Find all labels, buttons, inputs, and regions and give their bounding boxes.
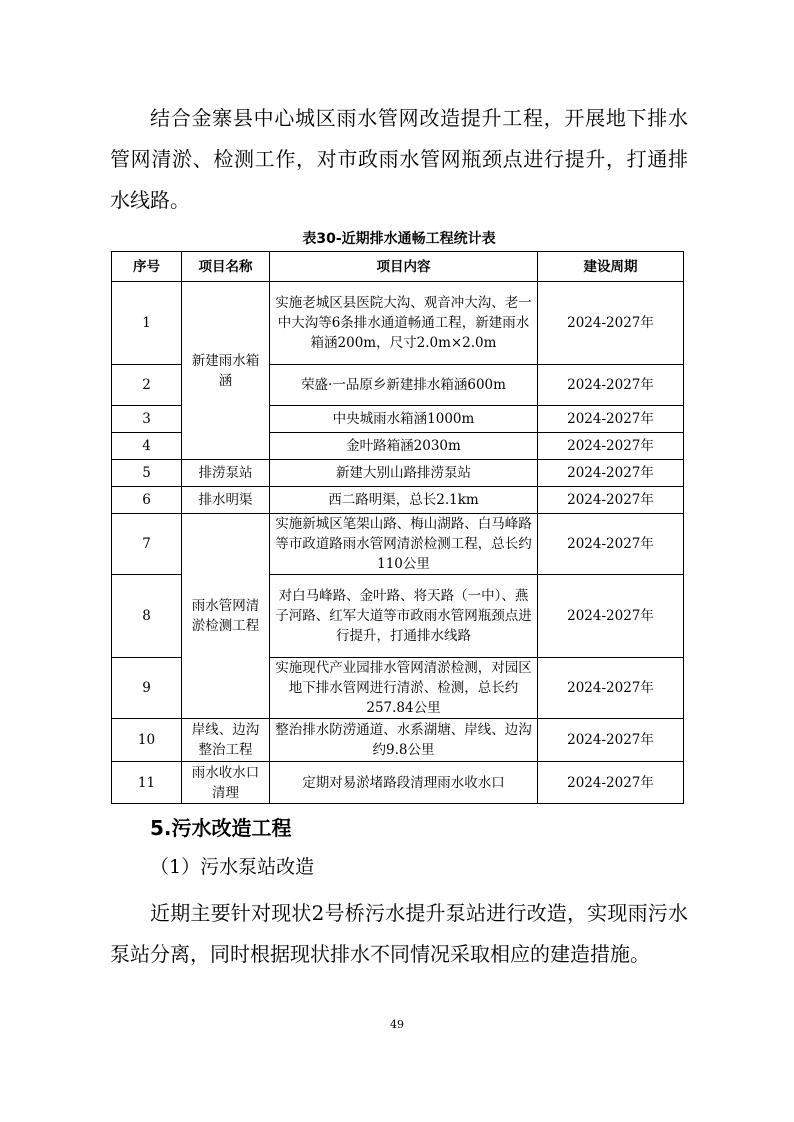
drainage-projects-table bbox=[111, 251, 684, 804]
row-no: 5 bbox=[112, 460, 182, 487]
row-content: 中央城雨水箱涵1000m bbox=[270, 406, 538, 433]
row-no: 11 bbox=[112, 762, 182, 804]
row-no: 6 bbox=[112, 487, 182, 514]
row-no: 3 bbox=[112, 406, 182, 433]
group-name: 雨水收水口清理 bbox=[182, 762, 270, 804]
subheading: （1）污水泵站改造 bbox=[150, 856, 315, 878]
row-period: 2024-2027年 bbox=[538, 762, 684, 804]
row-period: 2024-2027年 bbox=[538, 460, 684, 487]
section-heading: 5.污水改造工程 bbox=[150, 816, 292, 840]
table-row bbox=[112, 460, 684, 487]
header-period: 建设周期 bbox=[538, 252, 684, 282]
row-content: 实施现代产业园排水管网清淤检测，对园区地下排水管网进行清淤、检测，总长约257.84公里 bbox=[270, 658, 538, 719]
group-name: 岸线、边沟整治工程 bbox=[182, 719, 270, 762]
table-row bbox=[112, 514, 684, 575]
row-period: 2024-2027年 bbox=[538, 365, 684, 406]
row-content: 对白马峰路、金叶路、将天路（一中）、燕子河路、红军大道等市政雨水管网瓶颈点进行提升，打通排水线路 bbox=[270, 575, 538, 658]
row-no: 7 bbox=[112, 514, 182, 575]
row-no: 8 bbox=[112, 575, 182, 658]
closing-paragraph: 近期主要针对现状2号桥污水提升泵站进行改造，实现雨污水泵站分离，同时根据现状排水不同情况采取相应的建造措施。 bbox=[110, 901, 688, 966]
row-content: 荣盛·一品原乡新建排水箱涵600m bbox=[270, 365, 538, 406]
group-name: 新建雨水箱涵 bbox=[182, 282, 270, 460]
table-row bbox=[112, 282, 684, 365]
row-period: 2024-2027年 bbox=[538, 433, 684, 460]
row-period: 2024-2027年 bbox=[538, 406, 684, 433]
row-content: 实施老城区县医院大沟、观音冲大沟、老一中大沟等6条排水通道畅通工程，新建雨水箱涵200m，尺寸2.0m×2.0m bbox=[270, 282, 538, 365]
row-no: 10 bbox=[112, 719, 182, 762]
row-no: 9 bbox=[112, 658, 182, 719]
table-header-row bbox=[112, 252, 684, 282]
group-name: 排涝泵站 bbox=[182, 460, 270, 487]
row-period: 2024-2027年 bbox=[538, 575, 684, 658]
row-period: 2024-2027年 bbox=[538, 719, 684, 762]
table-row bbox=[112, 487, 684, 514]
row-content: 实施新城区笔架山路、梅山湖路、白马峰路等市政道路雨水管网清淤检测工程，总长约110公里 bbox=[270, 514, 538, 575]
row-period: 2024-2027年 bbox=[538, 658, 684, 719]
group-name: 排水明渠 bbox=[182, 487, 270, 514]
row-period: 2024-2027年 bbox=[538, 487, 684, 514]
row-no: 1 bbox=[112, 282, 182, 365]
row-period: 2024-2027年 bbox=[538, 514, 684, 575]
page-number: 49 bbox=[390, 1018, 404, 1031]
header-no: 序号 bbox=[112, 252, 182, 282]
row-content: 新建大别山路排涝泵站 bbox=[270, 460, 538, 487]
header-project-content: 项目内容 bbox=[270, 252, 538, 282]
row-content: 定期对易淤堵路段清理雨水收水口 bbox=[270, 762, 538, 804]
row-no: 2 bbox=[112, 365, 182, 406]
row-no: 4 bbox=[112, 433, 182, 460]
table-row bbox=[112, 762, 684, 804]
intro-paragraph: 结合金寨县中心城区雨水管网改造提升工程，开展地下排水管网清淤、检测工作，对市政雨水管网瓶颈点进行提升，打通排水线路。 bbox=[110, 106, 688, 212]
row-content: 金叶路箱涵2030m bbox=[270, 433, 538, 460]
row-content: 整治排水防涝通道、水系湖塘、岸线、边沟约9.8公里 bbox=[270, 719, 538, 762]
row-period: 2024-2027年 bbox=[538, 282, 684, 365]
header-project-name: 项目名称 bbox=[182, 252, 270, 282]
table-row bbox=[112, 719, 684, 762]
group-name: 雨水管网清淤检测工程 bbox=[182, 514, 270, 719]
row-content: 西二路明渠，总长2.1km bbox=[270, 487, 538, 514]
table-caption: 表30-近期排水通畅工程统计表 bbox=[302, 231, 496, 247]
